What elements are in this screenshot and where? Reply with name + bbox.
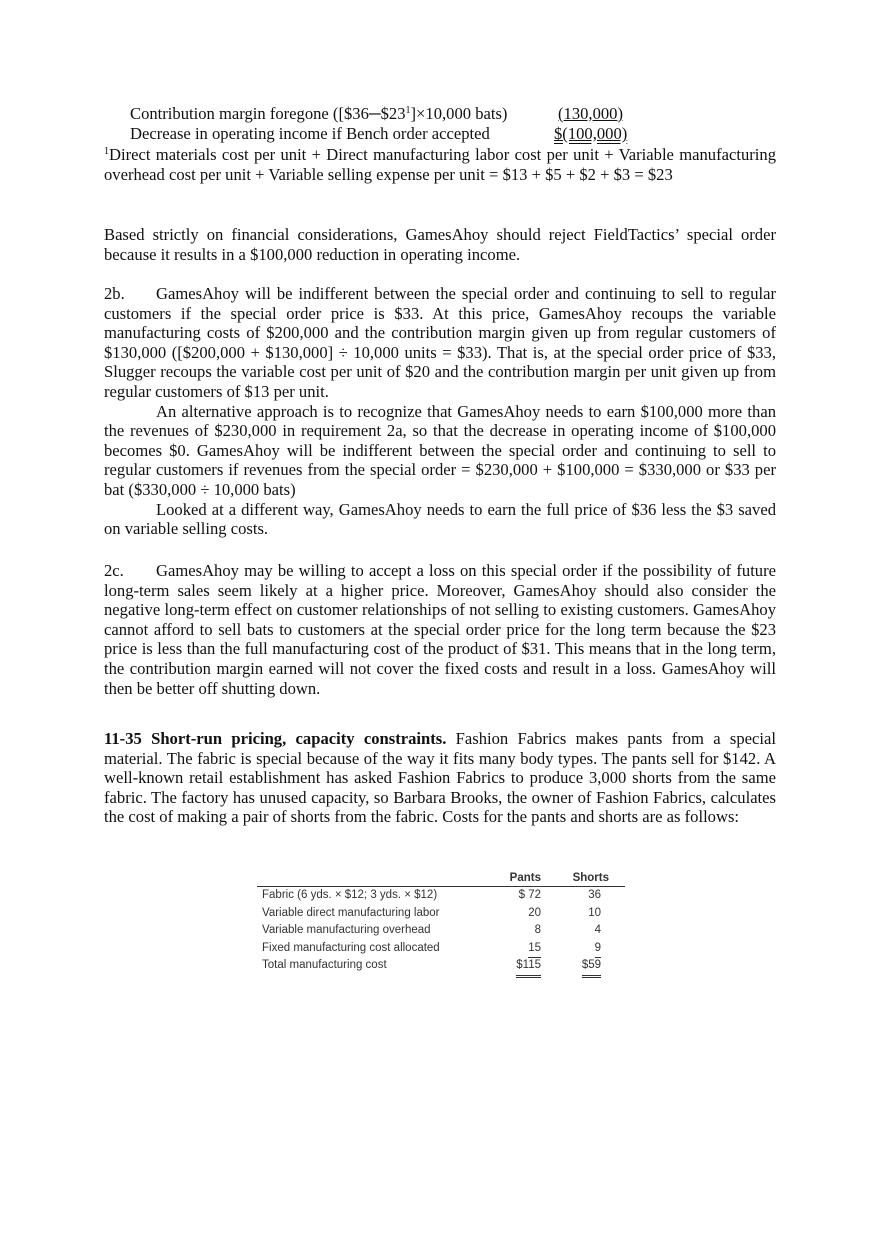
decrease-income-value: $(100,000) <box>554 124 628 143</box>
section-2b-label: 2b. <box>104 284 125 303</box>
section-2c-label: 2c. <box>104 561 124 580</box>
cost-table <box>257 870 625 975</box>
problem-11-35 <box>104 729 776 827</box>
table-row: Fabric (6 yds. × $12; 3 yds. × $12) $ 72 36 <box>262 889 601 901</box>
problem-title: 11-35 Short-run pricing, capacity constraints. <box>104 729 447 748</box>
footnote-text: Direct materials cost per unit + Direct manufacturing labor cost per unit + Variable manufacturing overhead cost per unit + Variable selling expense per unit = $13 + $5 + $2 + $3 = $23 <box>104 145 776 184</box>
section-2b-p3: Looked at a different way, GamesAhoy needs to earn the full price of $36 less the $3 saved on variable selling costs. <box>104 499 776 539</box>
cm-foregone-line <box>130 104 507 124</box>
table-row: Variable manufacturing overhead 8 4 <box>262 924 601 936</box>
cm-foregone-footnote-ref: 1 <box>405 105 411 116</box>
cm-foregone-value: (130,000) <box>558 104 623 123</box>
table-row-total: Total manufacturing cost $115 $59 <box>257 957 625 975</box>
section-2b-p2: An alternative approach is to recognize that GamesAhoy needs to earn $100,000 more than the revenues of $230,000 in requirement 2a, so that the decrease in operating income of $100,000 becomes $0. GamesAhoy will be indifferent between the special order and continuing to sell to regular customers if revenues from the special order = $230,000 + $100,000 = $330,000 or $33 per bat ($330,000 ÷ 10,000 bats) <box>104 401 776 499</box>
section-2b-p1: 2b. GamesAhoy will be indifferent between the special order and continuing to sell to regular customers if the special order price is $33. At this price, GamesAhoy recoups the variable manufacturing costs of $200,000 and the contribution margin given up from regular customers of $130,000 ([$200,000 + $130,000] ÷ 10,000 units = $33). That is, at the special order price of $33, Slugger recoups the variable cost per unit of $20 and the contribution margin per unit given up from regular customers of $13 per unit. <box>104 284 776 401</box>
decrease-income-label: Decrease in operating income if Bench order accepted <box>130 124 490 143</box>
section-2b <box>104 284 776 539</box>
section-2c <box>104 561 776 698</box>
header-shorts: Shorts <box>572 872 609 884</box>
table-row: Variable direct manufacturing labor 20 10 <box>262 906 601 919</box>
header-pants: Pants <box>509 872 541 884</box>
cm-foregone-label: Contribution margin foregone ([$36─$23 <box>130 104 406 123</box>
section-2c-p1: 2c. GamesAhoy may be willing to accept a loss on this special order if the possibility of future long-term sales seem likely at a higher price. Moreover, GamesAhoy should also consider the negative long-term effect on customer relationships of not selling to existing customers. GamesAhoy cannot afford to sell bats to customers at the special order price for the long term because the $23 price is less than the full manufacturing cost of the product of $31. This means that in the long term, the contribution margin earned will not cover the fixed costs and result in a loss. GamesAhoy will then be better off shutting down. <box>104 561 776 698</box>
cost-table-header <box>257 870 625 887</box>
cm-foregone-suffix: ]×10,000 bats) <box>410 104 508 123</box>
footnote-marker: 1 <box>104 146 109 157</box>
footnote <box>104 145 776 184</box>
problem-text: Fashion Fabrics makes pants from a special material. The fabric is special because of the way it fits many body types. The pants sell for $142. A well-known retail establishment has asked Fashion Fabrics to produce 3,000 shorts from the same fabric. The factory has unused capacity, so Barbara Brooks, the owner of Fashion Fabrics, calculates the cost of making a pair of shorts from the fabric. Costs for the pants and shorts are as follows: <box>104 729 776 827</box>
table-row: Fixed manufacturing cost allocated 15 9 <box>257 940 625 958</box>
conclusion-paragraph: Based strictly on financial considerations, GamesAhoy should reject FieldTactics’ special order because it results in a $100,000 reduction in operating income. <box>104 225 776 264</box>
